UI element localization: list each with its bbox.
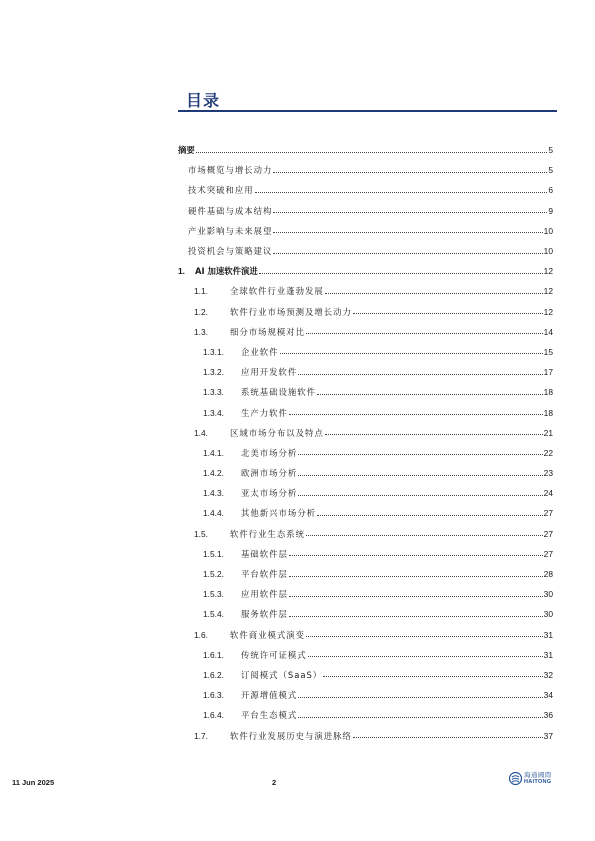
toc-entry-page: 36	[543, 710, 553, 721]
toc-entry[interactable]	[178, 544, 553, 564]
toc-entry[interactable]	[178, 645, 553, 665]
toc-entry[interactable]	[178, 685, 553, 705]
logo-english-text: HAITONG	[524, 778, 552, 785]
toc-entry[interactable]	[178, 443, 553, 463]
toc-entry-page: 17	[543, 367, 553, 378]
toc-entry[interactable]	[178, 625, 553, 645]
toc-entry-page: 5	[548, 145, 553, 156]
toc-entry[interactable]	[178, 604, 553, 624]
footer-page-number: 2	[272, 778, 277, 787]
toc-entry[interactable]	[178, 483, 553, 503]
toc-entry[interactable]	[178, 281, 553, 301]
toc-entry-title: 硬件基础与成本结构	[188, 205, 273, 216]
toc-entry-number: 1.5.3.	[203, 589, 224, 600]
toc-entry-number: 1.4.	[194, 427, 208, 438]
toc-dot-leader	[308, 656, 543, 657]
toc-dot-leader	[273, 172, 547, 173]
toc-entry[interactable]	[178, 160, 553, 180]
toc-entry-page: 27	[543, 528, 553, 539]
toc-entry-title: 平台软件层	[241, 569, 288, 580]
toc-entry-title: 应用软件层	[241, 589, 288, 600]
toc-entry-page: 21	[543, 427, 553, 438]
toc-dot-leader	[306, 333, 543, 334]
toc-entry-title: 服务软件层	[241, 609, 288, 620]
toc-entry-title: 平台生态模式	[241, 710, 298, 721]
toc-entry-number: 1.6.4.	[203, 710, 224, 721]
toc-entry-title: 市场概览与增长动力	[188, 165, 273, 176]
toc-entry-number: 1.5.2.	[203, 569, 224, 580]
toc-dot-leader	[259, 273, 543, 274]
toc-entry-title: 应用开发软件	[241, 367, 298, 378]
toc-entry-title: 全球软件行业蓬勃发展	[230, 286, 324, 297]
toc-entry[interactable]	[178, 463, 553, 483]
toc-entry-title: 其他新兴市场分析	[241, 508, 316, 519]
toc-entry-page: 27	[543, 548, 553, 559]
toc-dot-leader	[289, 616, 543, 617]
toc-entry-number: 1.5.4.	[203, 609, 224, 620]
toc-dot-leader	[298, 697, 542, 698]
toc-entry-number: 1.6.	[194, 629, 208, 640]
toc-entry-number: 1.7.	[194, 730, 208, 741]
toc-entry-page: 31	[543, 649, 553, 660]
toc-dot-leader	[298, 495, 542, 496]
toc-entry-page: 14	[543, 326, 553, 337]
haitong-logo-icon	[509, 772, 522, 785]
toc-entry-page: 32	[543, 669, 553, 680]
toc-entry-number: 1.6.2.	[203, 669, 224, 680]
toc-entry-page: 18	[543, 387, 553, 398]
toc-entry[interactable]	[178, 705, 553, 725]
toc-entry-number: 1.4.2.	[203, 468, 224, 479]
toc-dot-leader	[353, 313, 543, 314]
toc-entry[interactable]	[178, 241, 553, 261]
toc-entry-page: 30	[543, 589, 553, 600]
toc-entry-page: 18	[543, 407, 553, 418]
toc-entry-title: 软件行业市场预测及增长动力	[230, 306, 352, 317]
table-of-contents	[178, 140, 553, 746]
logo-chinese-text: 海通國際	[524, 771, 552, 779]
toc-entry[interactable]	[178, 362, 553, 382]
toc-entry[interactable]	[178, 322, 553, 342]
toc-entry-number: 1.6.1.	[203, 649, 224, 660]
toc-entry-title: 细分市场规模对比	[230, 326, 305, 337]
toc-entry-number: 1.3.4.	[203, 407, 224, 418]
toc-entry[interactable]	[178, 180, 553, 200]
toc-entry-number: 1.3.3.	[203, 387, 224, 398]
toc-entry-number: 1.6.3.	[203, 690, 224, 701]
toc-entry[interactable]	[178, 665, 553, 685]
toc-entry-page: 27	[543, 508, 553, 519]
toc-entry-number: 1.5.	[194, 528, 208, 539]
toc-entry-page: 37	[543, 730, 553, 741]
toc-entry-number: 1.2.	[194, 306, 208, 317]
toc-entry-number: 1.4.4.	[203, 508, 224, 519]
toc-dot-leader	[289, 414, 543, 415]
toc-entry-page: 5	[548, 165, 553, 176]
toc-dot-leader	[273, 212, 547, 213]
footer-date: 11 Jun 2025	[12, 778, 55, 787]
toc-entry-title: 亚太市场分析	[241, 488, 298, 499]
toc-entry-title: 基础软件层	[241, 548, 288, 559]
toc-entry-page: 15	[543, 346, 553, 357]
toc-entry-title: 北美市场分析	[241, 447, 298, 458]
toc-entry[interactable]	[178, 503, 553, 523]
toc-entry[interactable]	[178, 342, 553, 362]
toc-entry-page: 34	[543, 690, 553, 701]
toc-entry-number: 1.3.	[194, 326, 208, 337]
toc-dot-leader	[196, 152, 548, 153]
toc-entry-page: 6	[548, 185, 553, 196]
toc-entry-title: 欧洲市场分析	[241, 468, 298, 479]
toc-dot-leader	[306, 535, 543, 536]
toc-entry-page: 30	[543, 609, 553, 620]
toc-dot-leader	[323, 676, 543, 677]
toc-entry[interactable]	[178, 382, 553, 402]
haitong-logo	[509, 772, 552, 785]
toc-entry-page: 23	[543, 468, 553, 479]
toc-entry-page: 28	[543, 569, 553, 580]
toc-dot-leader	[298, 717, 542, 718]
toc-dot-leader	[273, 232, 542, 233]
toc-entry-title: 投资机会与策略建议	[188, 246, 273, 257]
toc-entry-title: AI 加速软件演进	[195, 266, 258, 277]
toc-entry[interactable]	[178, 302, 553, 322]
toc-entry-number: 1.4.3.	[203, 488, 224, 499]
toc-entry[interactable]	[178, 524, 553, 544]
toc-dot-leader	[289, 576, 543, 577]
toc-entry[interactable]	[178, 221, 553, 241]
toc-entry-title: 企业软件	[241, 346, 279, 357]
toc-dot-leader	[298, 374, 542, 375]
toc-entry-title: 订阅模式（SaaS）	[241, 669, 323, 680]
toc-entry[interactable]	[178, 402, 553, 422]
toc-entry-number: 1.3.1.	[203, 346, 224, 357]
toc-entry-page: 31	[543, 629, 553, 640]
toc-dot-leader	[317, 394, 543, 395]
toc-entry[interactable]	[178, 584, 553, 604]
toc-dot-leader	[325, 434, 543, 435]
toc-entry-title: 开源增值模式	[241, 690, 298, 701]
toc-dot-leader	[289, 555, 543, 556]
title-divider	[178, 110, 557, 112]
toc-entry-number: 1.4.1.	[203, 447, 224, 458]
toc-dot-leader	[273, 253, 542, 254]
toc-entry-title: 传统许可证模式	[241, 649, 307, 660]
toc-entry-page: 12	[543, 306, 553, 317]
toc-entry-page: 10	[543, 246, 553, 257]
toc-dot-leader	[325, 293, 543, 294]
toc-entry[interactable]	[178, 140, 553, 160]
toc-dot-leader	[306, 636, 543, 637]
toc-entry-title: 产业影响与未来展望	[188, 225, 273, 236]
toc-entry-title: 摘要	[178, 145, 195, 156]
toc-entry-number: 1.3.2.	[203, 367, 224, 378]
toc-entry-number: 1.5.1.	[203, 548, 224, 559]
toc-entry-number: 1.	[178, 266, 185, 277]
toc-dot-leader	[280, 353, 543, 354]
toc-entry-page: 10	[543, 225, 553, 236]
toc-entry-title: 生产力软件	[241, 407, 288, 418]
toc-entry-page: 9	[548, 205, 553, 216]
toc-dot-leader	[255, 192, 548, 193]
toc-entry[interactable]	[178, 201, 553, 221]
toc-entry[interactable]	[178, 564, 553, 584]
toc-entry[interactable]	[178, 725, 553, 745]
toc-entry-title: 软件行业生态系统	[230, 528, 305, 539]
toc-entry[interactable]	[178, 423, 553, 443]
toc-entry-page: 12	[543, 286, 553, 297]
page-title: 目录	[186, 91, 221, 110]
toc-entry-title: 系统基础设施软件	[241, 387, 316, 398]
toc-dot-leader	[317, 515, 543, 516]
toc-dot-leader	[298, 475, 542, 476]
toc-entry-title: 区域市场分布以及特点	[230, 427, 324, 438]
toc-dot-leader	[298, 454, 542, 455]
toc-entry-title: 软件行业发展历史与演进脉络	[230, 730, 352, 741]
toc-entry[interactable]	[178, 261, 553, 281]
toc-dot-leader	[289, 596, 543, 597]
toc-entry-title: 技术突破和应用	[188, 185, 254, 196]
toc-entry-title: 软件商业模式演变	[230, 629, 305, 640]
toc-dot-leader	[353, 737, 543, 738]
toc-entry-page: 24	[543, 488, 553, 499]
toc-entry-page: 22	[543, 447, 553, 458]
toc-entry-page: 12	[543, 266, 553, 277]
toc-entry-number: 1.1.	[194, 286, 208, 297]
